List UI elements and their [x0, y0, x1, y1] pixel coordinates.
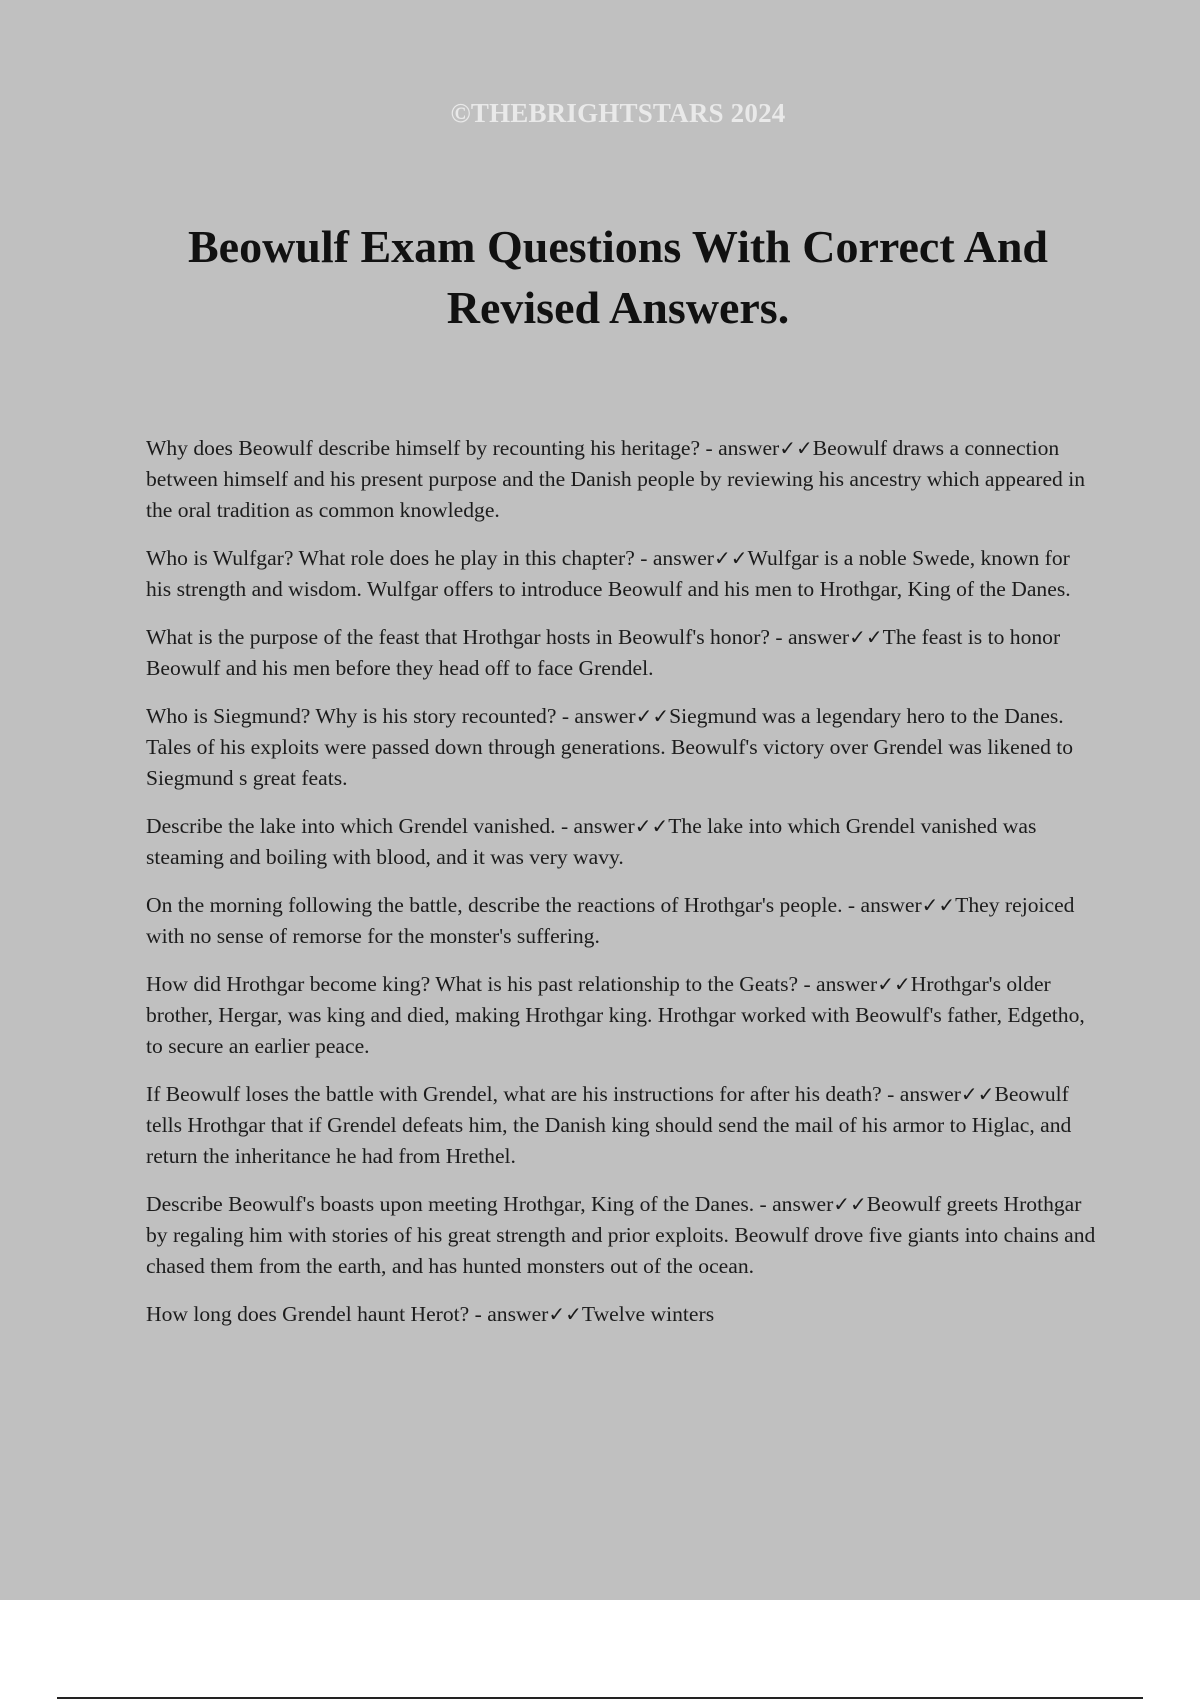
answer-text: Wulfgar is a noble Swede, known for his strength and wisdom. Wulfgar offers to introduce Beowulf and his men to Hrothgar, King of the Danes.: [146, 546, 1071, 601]
double-check-icon: ✓✓: [713, 546, 748, 570]
question-text: How long does Grendel haunt Herot? - answer: [146, 1302, 549, 1326]
watermark: ©THEBRIGHTSTARS 2024: [450, 98, 786, 128]
double-check-icon: ✓✓: [635, 704, 670, 728]
qa-item: [146, 433, 1096, 526]
footer-divider: [57, 1697, 1143, 1699]
question-text: If Beowulf loses the battle with Grendel, what are his instructions for after his death? - answer: [146, 1082, 961, 1106]
double-check-icon: ✓✓: [634, 814, 669, 838]
question-text: What is the purpose of the feast that Hrothgar hosts in Beowulf's honor? - answer: [146, 625, 850, 649]
qa-item: [146, 543, 1096, 605]
answer-text: Beowulf tells Hrothgar that if Grendel defeats him, the Danish king should send the mail of his armor to Higlac, and return the inheritance he had from Hrethel.: [146, 1082, 1072, 1168]
question-text: Who is Wulfgar? What role does he play in this chapter? - answer: [146, 546, 714, 570]
double-check-icon: ✓✓: [877, 972, 911, 996]
question-text: Why does Beowulf describe himself by recounting his heritage? - answer: [146, 436, 780, 460]
question-text: Who is Siegmund? Why is his story recounted? - answer: [146, 704, 636, 728]
answer-text: Hrothgar's older brother, Hergar, was king and died, making Hrothgar king. Hrothgar worked with Beowulf's father, Edgetho, to secure an earlier peace.: [146, 972, 1085, 1058]
qa-list: [146, 433, 1096, 1347]
question-text: Describe Beowulf's boasts upon meeting Hrothgar, King of the Danes. - answer: [146, 1192, 834, 1216]
qa-item: [146, 811, 1096, 873]
question-text: How did Hrothgar become king? What is his past relationship to the Geats? - answer: [146, 972, 878, 996]
qa-item: [146, 1079, 1096, 1172]
answer-text: Beowulf draws a connection between himself and his present purpose and the Danish people by reviewing his ancestry which appeared in the oral tradition as common knowledge.: [146, 436, 1086, 522]
answer-text: The lake into which Grendel vanished was steaming and boiling with blood, and it was very wavy.: [146, 814, 1037, 869]
double-check-icon: ✓✓: [548, 1302, 582, 1326]
question-text: Describe the lake into which Grendel vanished. - answer: [146, 814, 635, 838]
qa-item: [146, 1189, 1096, 1282]
double-check-icon: ✓✓: [960, 1082, 995, 1106]
question-text: On the morning following the battle, describe the reactions of Hrothgar's people. - answer: [146, 893, 922, 917]
qa-item: [146, 890, 1096, 952]
double-check-icon: ✓✓: [779, 436, 813, 460]
double-check-icon: ✓✓: [833, 1192, 867, 1216]
qa-item: [146, 701, 1096, 794]
answer-text: The feast is to honor Beowulf and his men before they head off to face Grendel.: [146, 625, 1061, 680]
answer-text: Beowulf greets Hrothgar by regaling him with stories of his great strength and prior exploits. Beowulf drove five giants into chains and chased them from the earth, and has hunted monsters out of the ocean.: [146, 1192, 1096, 1278]
answer-text: They rejoiced with no sense of remorse for the monster's suffering.: [146, 893, 1075, 948]
qa-item: [146, 969, 1096, 1062]
qa-item: [146, 1299, 1096, 1330]
answer-text: Siegmund was a legendary hero to the Danes. Tales of his exploits were passed down through generations. Beowulf's victory over Grendel was likened to Siegmund s great feats.: [146, 704, 1074, 790]
qa-item: [146, 622, 1096, 684]
double-check-icon: ✓✓: [921, 893, 956, 917]
page-title: Beowulf Exam Questions With Correct And Revised Answers.: [187, 221, 1048, 333]
double-check-icon: ✓✓: [849, 625, 883, 649]
answer-text: Twelve winters: [581, 1302, 715, 1326]
